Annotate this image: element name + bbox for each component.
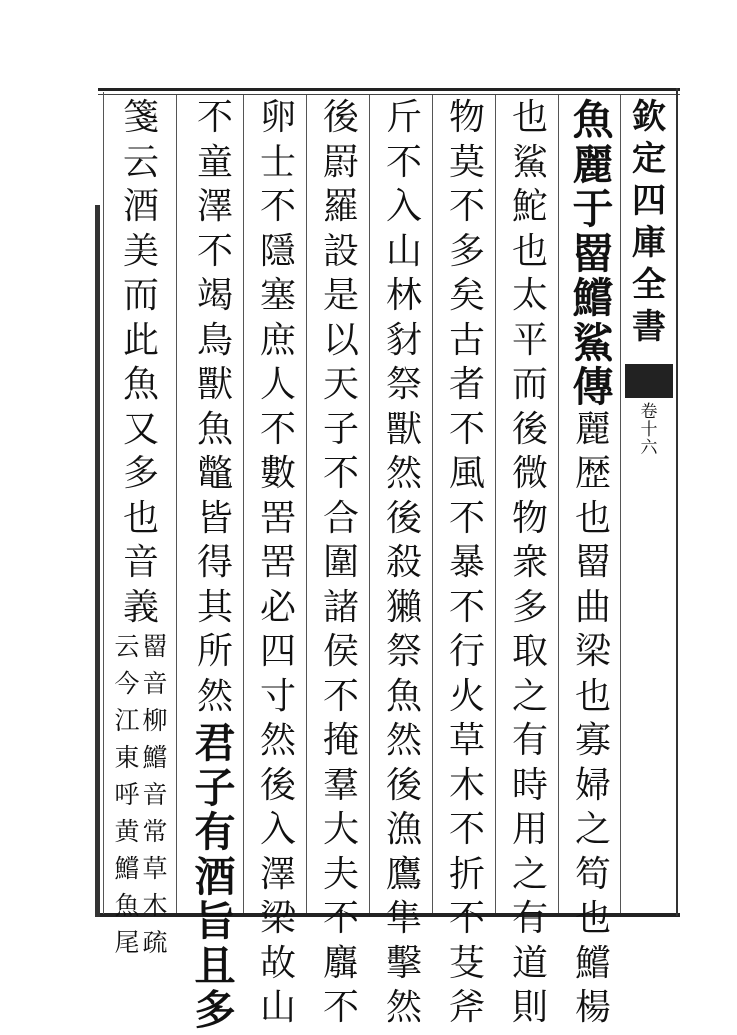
commentary-char: 澤: [196, 186, 233, 227]
note-char: 草: [142, 854, 168, 883]
commentary-char: 衆: [511, 542, 548, 583]
commentary-char: 物: [511, 497, 548, 539]
column-rule: [369, 95, 370, 913]
commentary-char: 也: [574, 675, 611, 717]
commentary-char: 不: [196, 230, 233, 272]
main-text-char: 有: [194, 808, 236, 856]
commentary-char: 罟: [259, 497, 296, 539]
note-char: 黄: [114, 817, 140, 846]
margin-volume-char: 六: [640, 438, 658, 458]
column-rule: [243, 95, 244, 913]
commentary-char: 而: [511, 364, 548, 405]
commentary-char: 不: [448, 408, 485, 450]
commentary-char: 後: [385, 497, 422, 539]
commentary-char: 卵: [259, 97, 296, 138]
margin-title-char: 全: [632, 265, 666, 305]
note-char: 呼: [114, 780, 140, 809]
commentary-char: 塞: [259, 275, 296, 316]
commentary-char: 歴: [574, 453, 611, 494]
commentary-char: 羅: [322, 186, 359, 227]
frame-left-inner-border: [103, 92, 104, 914]
commentary-char: 入: [259, 809, 296, 850]
text-column: [377, 97, 431, 1035]
commentary-char: 夫: [322, 853, 359, 895]
text-column: [188, 97, 242, 1035]
commentary-char: 魚: [385, 675, 422, 717]
text-column: [251, 97, 305, 1035]
commentary-char: 鷹: [385, 853, 422, 895]
commentary-char: 山: [385, 230, 422, 272]
margin-column: [622, 97, 676, 458]
commentary-char: 鼈: [196, 453, 233, 494]
commentary-char: 不: [322, 675, 359, 717]
commentary-char: 必: [259, 586, 296, 628]
note-char: 鱨: [142, 743, 168, 772]
commentary-char: 楊: [574, 987, 611, 1028]
column-rule: [620, 95, 621, 913]
note-subcolumn-right: [142, 634, 168, 967]
frame-left-border: [95, 205, 100, 917]
commentary-char: 也: [511, 230, 548, 272]
commentary-char: 後: [511, 408, 548, 450]
note-char: 鱨: [114, 854, 140, 883]
commentary-char: 山: [259, 987, 296, 1028]
main-text-char: 且: [194, 941, 236, 990]
commentary-char: 不: [259, 186, 296, 227]
note-char: 疏: [142, 928, 168, 957]
commentary-char: 侯: [322, 631, 359, 672]
commentary-char: 然: [385, 453, 422, 494]
commentary-char: 不: [259, 408, 296, 450]
note-char: 江: [114, 706, 140, 735]
note-char: 尾: [114, 928, 140, 957]
commentary-char: 麗: [574, 408, 611, 450]
main-text-char: 于: [572, 185, 614, 233]
commentary-char: 酒: [122, 186, 159, 227]
commentary-char: 梁: [574, 631, 611, 672]
text-column: [314, 97, 368, 1035]
commentary-char: 獺: [385, 586, 422, 628]
commentary-char: 有: [511, 898, 548, 939]
commentary-char: 取: [511, 631, 548, 672]
commentary-char: 物: [448, 97, 485, 138]
commentary-char: 設: [322, 230, 359, 272]
commentary-char: 四: [259, 631, 296, 672]
commentary-char: 然: [385, 987, 422, 1028]
text-column: [566, 96, 620, 1035]
commentary-char: 圍: [322, 542, 359, 583]
commentary-char: 皆: [196, 497, 233, 539]
commentary-char: 音: [122, 542, 159, 583]
commentary-char: 有: [511, 720, 548, 761]
note-char: 云: [114, 632, 140, 661]
commentary-char: 竭: [196, 275, 233, 316]
commentary-char: 不: [448, 497, 485, 539]
commentary-char: 多: [448, 230, 485, 272]
commentary-char: 澤: [259, 853, 296, 895]
main-text-char: 麗: [572, 140, 614, 189]
commentary-char: 斧: [448, 987, 485, 1028]
commentary-char: 義: [122, 586, 159, 628]
commentary-char: 以: [322, 319, 359, 361]
note-char: 罶: [142, 632, 168, 661]
column-rule: [432, 95, 433, 913]
commentary-char: 童: [196, 141, 233, 183]
commentary-char: 不: [448, 809, 485, 850]
commentary-char: 芟: [448, 942, 485, 984]
commentary-char: 不: [448, 898, 485, 939]
note-char: 東: [114, 743, 140, 772]
commentary-char: 其: [196, 586, 233, 628]
commentary-char: 也: [122, 497, 159, 539]
commentary-char: 不: [322, 453, 359, 494]
note-char: 今: [114, 669, 140, 698]
margin-title-char: 書: [632, 307, 666, 347]
commentary-char: 罶: [574, 542, 611, 583]
text-column: [114, 97, 168, 967]
commentary-char: 故: [259, 942, 296, 984]
commentary-char: 是: [322, 275, 359, 316]
commentary-char: 則: [511, 987, 548, 1028]
frame-top-border: [98, 88, 680, 91]
commentary-char: 之: [574, 809, 611, 850]
main-text-char: 酒: [194, 852, 236, 901]
commentary-char: 古: [448, 319, 485, 361]
commentary-char: 魚: [122, 364, 159, 405]
commentary-char: 豺: [385, 319, 422, 361]
commentary-char: 不: [385, 141, 422, 183]
main-text-char: 鱨: [572, 274, 614, 322]
commentary-char: 寡: [574, 720, 611, 761]
commentary-char: 矣: [448, 275, 485, 316]
commentary-char: 得: [196, 542, 233, 583]
column-rule: [306, 95, 307, 913]
commentary-char: 然: [385, 720, 422, 761]
fish-tail-mark: [625, 364, 673, 398]
frame-right-border: [676, 88, 678, 916]
commentary-char: 箋: [122, 97, 159, 138]
commentary-char: 笱: [574, 853, 611, 895]
commentary-char: 漁: [385, 809, 422, 850]
margin-volume-char: 卷: [640, 402, 658, 422]
commentary-char: 用: [511, 809, 548, 850]
note-char: 木: [142, 891, 168, 920]
commentary-char: 然: [196, 675, 233, 717]
main-text-char: 鯊: [572, 318, 614, 367]
main-text-char: 君: [194, 719, 236, 767]
commentary-char: 諸: [322, 586, 359, 628]
commentary-char: 隱: [259, 230, 296, 272]
commentary-char: 鳥: [196, 319, 233, 361]
commentary-char: 梁: [259, 898, 296, 939]
interlinear-note: [114, 634, 168, 967]
note-char: 音: [142, 780, 168, 809]
commentary-char: 莫: [448, 141, 485, 183]
commentary-char: 寸: [259, 675, 296, 717]
commentary-char: 魚: [196, 408, 233, 450]
commentary-char: 鯊: [511, 141, 548, 183]
commentary-char: 不: [322, 987, 359, 1028]
text-column: [503, 97, 557, 1035]
commentary-char: 士: [259, 141, 296, 183]
commentary-char: 多: [511, 586, 548, 628]
commentary-char: 婦: [574, 764, 611, 806]
commentary-char: 數: [259, 453, 296, 494]
commentary-char: 者: [448, 364, 485, 405]
commentary-char: 草: [448, 720, 485, 761]
commentary-char: 入: [385, 186, 422, 227]
commentary-char: 擊: [385, 942, 422, 984]
commentary-char: 合: [322, 497, 359, 539]
commentary-char: 庶: [259, 319, 296, 361]
commentary-char: 隼: [385, 898, 422, 939]
commentary-char: 風: [448, 453, 485, 494]
note-char: 柳: [142, 706, 168, 735]
commentary-char: 罻: [322, 141, 359, 183]
note-char: 常: [142, 817, 168, 846]
commentary-char: 多: [122, 453, 159, 494]
commentary-char: 後: [322, 97, 359, 138]
commentary-char: 道: [511, 942, 548, 984]
note-subcolumn-left: [114, 634, 140, 967]
commentary-char: 不: [448, 586, 485, 628]
commentary-char: 不: [322, 898, 359, 939]
main-text-char: 魚: [572, 96, 614, 144]
commentary-char: 獸: [196, 364, 233, 405]
commentary-char: 然: [259, 720, 296, 761]
commentary-char: 祭: [385, 631, 422, 672]
commentary-char: 微: [511, 453, 548, 494]
column-rule: [176, 95, 177, 913]
commentary-char: 後: [259, 764, 296, 806]
commentary-char: 獸: [385, 408, 422, 450]
commentary-char: 行: [448, 631, 485, 672]
commentary-char: 而: [122, 275, 159, 316]
commentary-char: 暴: [448, 542, 485, 583]
main-text-char: 子: [194, 763, 236, 812]
commentary-char: 天: [322, 364, 359, 405]
commentary-char: 又: [122, 408, 159, 450]
commentary-char: 也: [511, 97, 548, 138]
note-char: 魚: [114, 891, 140, 920]
commentary-char: 麛: [322, 942, 359, 984]
commentary-char: 罟: [259, 542, 296, 583]
main-text-char: 旨: [194, 897, 236, 945]
commentary-char: 大: [322, 809, 359, 850]
commentary-char: 所: [196, 631, 233, 672]
main-text-char: 多: [194, 986, 236, 1034]
commentary-char: 斤: [385, 97, 422, 138]
margin-title-char: 欽: [632, 97, 666, 137]
commentary-char: 美: [122, 230, 159, 272]
commentary-char: 曲: [574, 586, 611, 628]
commentary-char: 火: [448, 675, 485, 717]
note-char: 音: [142, 669, 168, 698]
commentary-char: 不: [448, 186, 485, 227]
margin-volume-char: 十: [640, 420, 658, 440]
main-text-char: 傳: [572, 363, 614, 411]
commentary-char: 平: [511, 319, 548, 361]
commentary-char: 鮀: [511, 186, 548, 227]
commentary-char: 也: [574, 898, 611, 939]
commentary-char: 也: [574, 497, 611, 539]
commentary-char: 云: [122, 141, 159, 183]
main-text-char: 罶: [572, 229, 614, 278]
commentary-char: 子: [322, 408, 359, 450]
commentary-char: 羣: [322, 764, 359, 806]
commentary-char: 掩: [322, 720, 359, 761]
column-rule: [558, 95, 559, 913]
margin-title-char: 四: [632, 181, 666, 221]
commentary-char: 此: [122, 319, 159, 361]
frame-top-inner-border: [98, 94, 680, 95]
commentary-char: 之: [511, 853, 548, 895]
commentary-char: 人: [259, 364, 296, 405]
commentary-char: 太: [511, 275, 548, 316]
margin-title-char: 定: [632, 139, 666, 179]
commentary-char: 之: [511, 675, 548, 717]
commentary-char: 折: [448, 853, 485, 895]
commentary-char: 祭: [385, 364, 422, 405]
column-rule: [495, 95, 496, 913]
commentary-char: 不: [196, 97, 233, 138]
commentary-char: 後: [385, 764, 422, 806]
commentary-char: 時: [511, 764, 548, 806]
commentary-char: 林: [385, 275, 422, 316]
margin-title-char: 庫: [632, 223, 666, 263]
commentary-char: 殺: [385, 542, 422, 583]
commentary-char: 木: [448, 764, 485, 806]
commentary-char: 鱨: [574, 942, 611, 984]
text-column: [440, 97, 494, 1035]
